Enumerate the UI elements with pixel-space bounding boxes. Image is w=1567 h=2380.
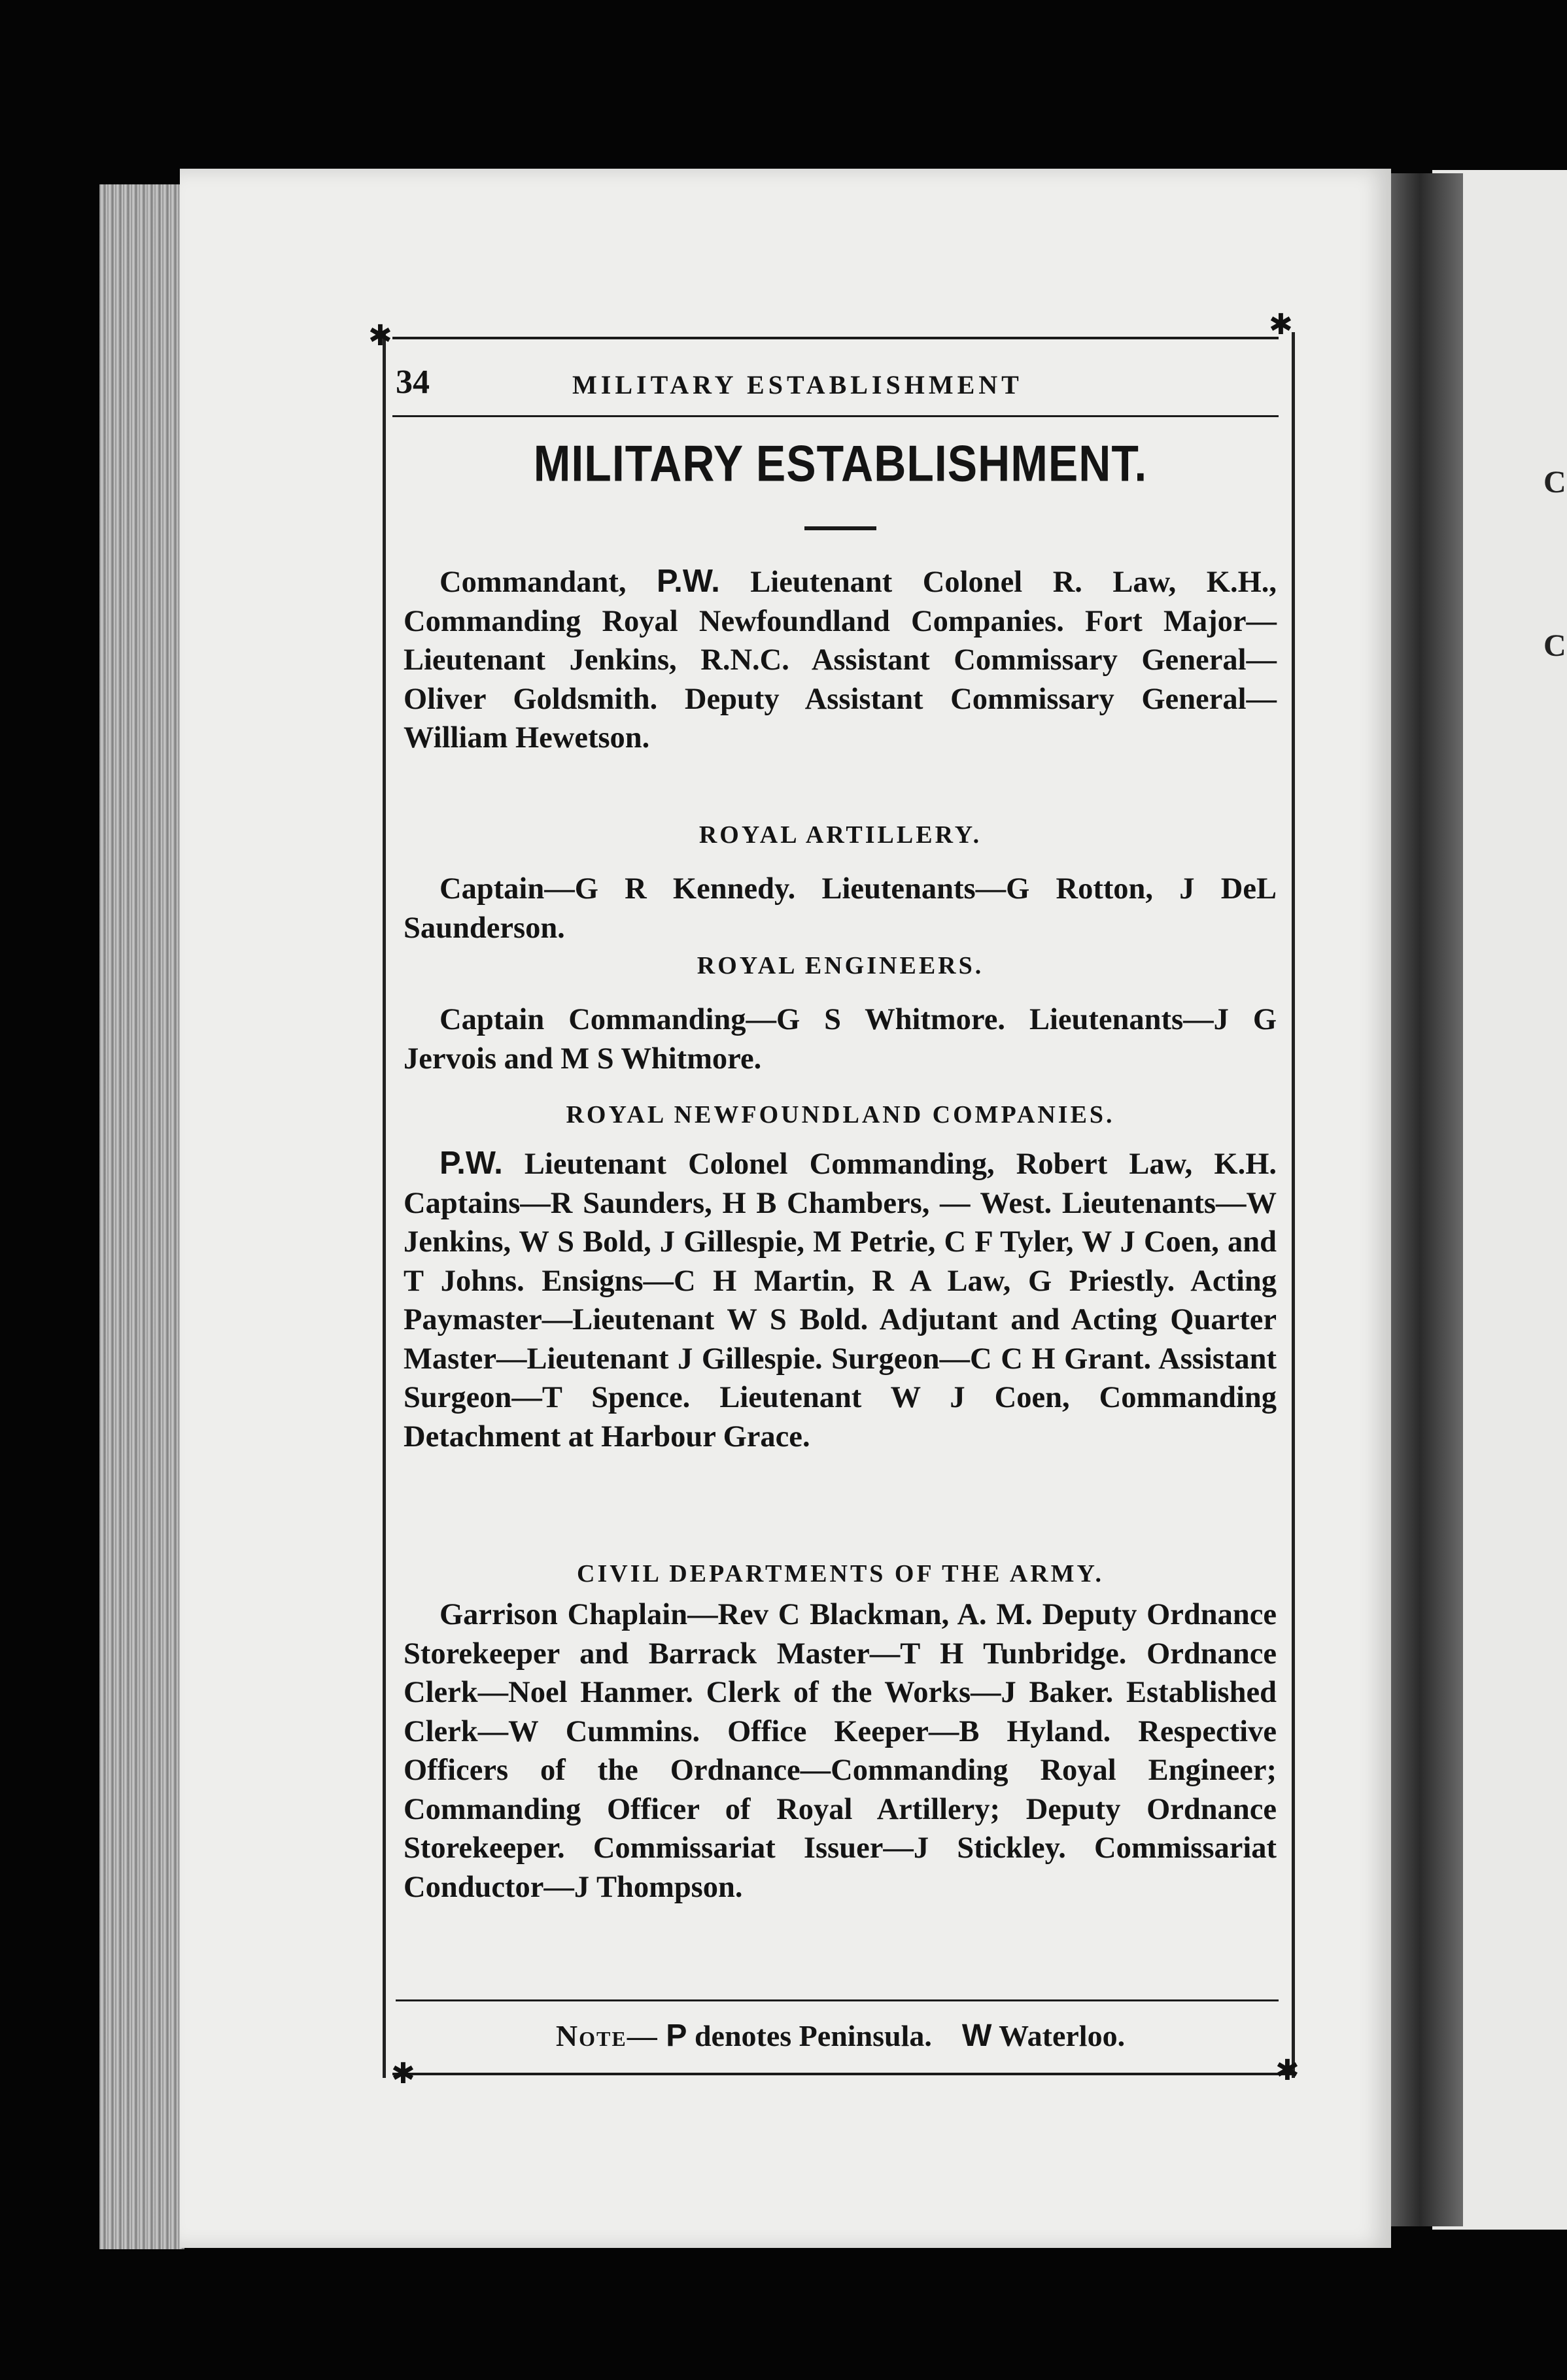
bottom-rule: [392, 2073, 1292, 2075]
page-number: 34: [396, 364, 430, 401]
commandant-label: Commandant,: [439, 566, 627, 599]
corner-ornament: ✱: [391, 2058, 415, 2090]
royal-artillery-paragraph: Captain—G R Kennedy. Lieutenants—G Rotton, J DeL Saunderson.: [404, 872, 1277, 945]
civil-departments-paragraph: Garrison Chaplain—Rev C Blackman, A. M. Deputy Ordnance Storekeeper and Barrack Master—T H Tunbridge. Ordnance Clerk—Noel Hanmer. Clerk of the Works—J Baker. Established Clerk—W Cummins. Office Keeper—B Hyland. Respective Officers of the Ordnance—Commanding Royal Engineer; Commanding Officer of Royal Artillery; Deputy Ordnance Storekeeper. Commissariat Issuer—J Stickley. Commissariat Conductor—J Thompson.: [404, 1598, 1277, 1904]
royal-engineers-paragraph: Captain Commanding—G S Whitmore. Lieutenants—J G Jervois and M S Whitmore.: [404, 1003, 1277, 1076]
note-rule: [396, 1999, 1279, 2001]
heading-royal-artillery: ROYAL ARTILLERY.: [698, 821, 982, 849]
adjacent-page-fragment: C: [1543, 628, 1566, 663]
corner-ornament: ✱: [1269, 309, 1293, 341]
book-gutter: [1391, 173, 1463, 2226]
heading-royal-newfoundland: ROYAL NEWFOUNDLAND COMPANIES.: [566, 1101, 1115, 1129]
adjacent-page-fragment: C: [1543, 465, 1566, 500]
heading-royal-engineers: ROYAL ENGINEERS.: [697, 952, 984, 979]
footnote: [396, 2017, 1285, 2054]
p-symbol: P: [666, 2018, 687, 2053]
royal-newfoundland-text: Lieutenant Colonel Commanding, Robert Law, K.H. Captains—R Saunders, H B Chambers, — West. Lieutenants—W Jenkins, W S Bold, J Gillespie, M Petrie, C F Tyler, W J Coen, and T Johns. Ensigns—C H Martin, R A Law, G Priestly. Acting Paymaster—Lieutenant W S Bold. Adjutant and Acting Quarter Master—Lieutenant J Gillespie. Surgeon—C C H Grant. Assistant Surgeon—T Spence. Lieutenant W J Coen, Commanding Detachment at Harbour Grace.: [404, 1148, 1277, 1454]
pw-marker: P.W.: [657, 564, 720, 599]
running-title: MILITARY ESTABLISHMENT: [572, 370, 1023, 400]
page-title: MILITARY ESTABLISHMENT.: [533, 435, 1148, 492]
top-rule: [392, 337, 1279, 339]
book-page-edges: [99, 184, 184, 2249]
corner-ornament: ✱: [1275, 2054, 1300, 2086]
title-divider: [804, 526, 876, 530]
w-symbol: W: [961, 2018, 992, 2053]
running-head: [396, 363, 1285, 409]
note-label: Note—: [555, 2019, 659, 2052]
corner-ornament: ✱: [368, 320, 392, 352]
p-meaning: denotes Peninsula.: [694, 2019, 932, 2052]
heading-civil-departments: CIVIL DEPARTMENTS OF THE ARMY.: [577, 1560, 1104, 1588]
intro-text: Lieutenant Colonel R. Law, K.H., Commanding Royal Newfoundland Companies. Fort Major—Lieutenant Jenkins, R.N.C. Assistant Commissary General—Oliver Goldsmith. Deputy Assistant Commissary General—William Hewetson.: [404, 566, 1277, 755]
w-meaning: Waterloo.: [999, 2019, 1126, 2052]
intro-paragraph: [404, 562, 1277, 758]
header-rule: [392, 415, 1279, 417]
pw-marker: P.W.: [439, 1146, 503, 1181]
royal-newfoundland-paragraph: [404, 1144, 1277, 1456]
